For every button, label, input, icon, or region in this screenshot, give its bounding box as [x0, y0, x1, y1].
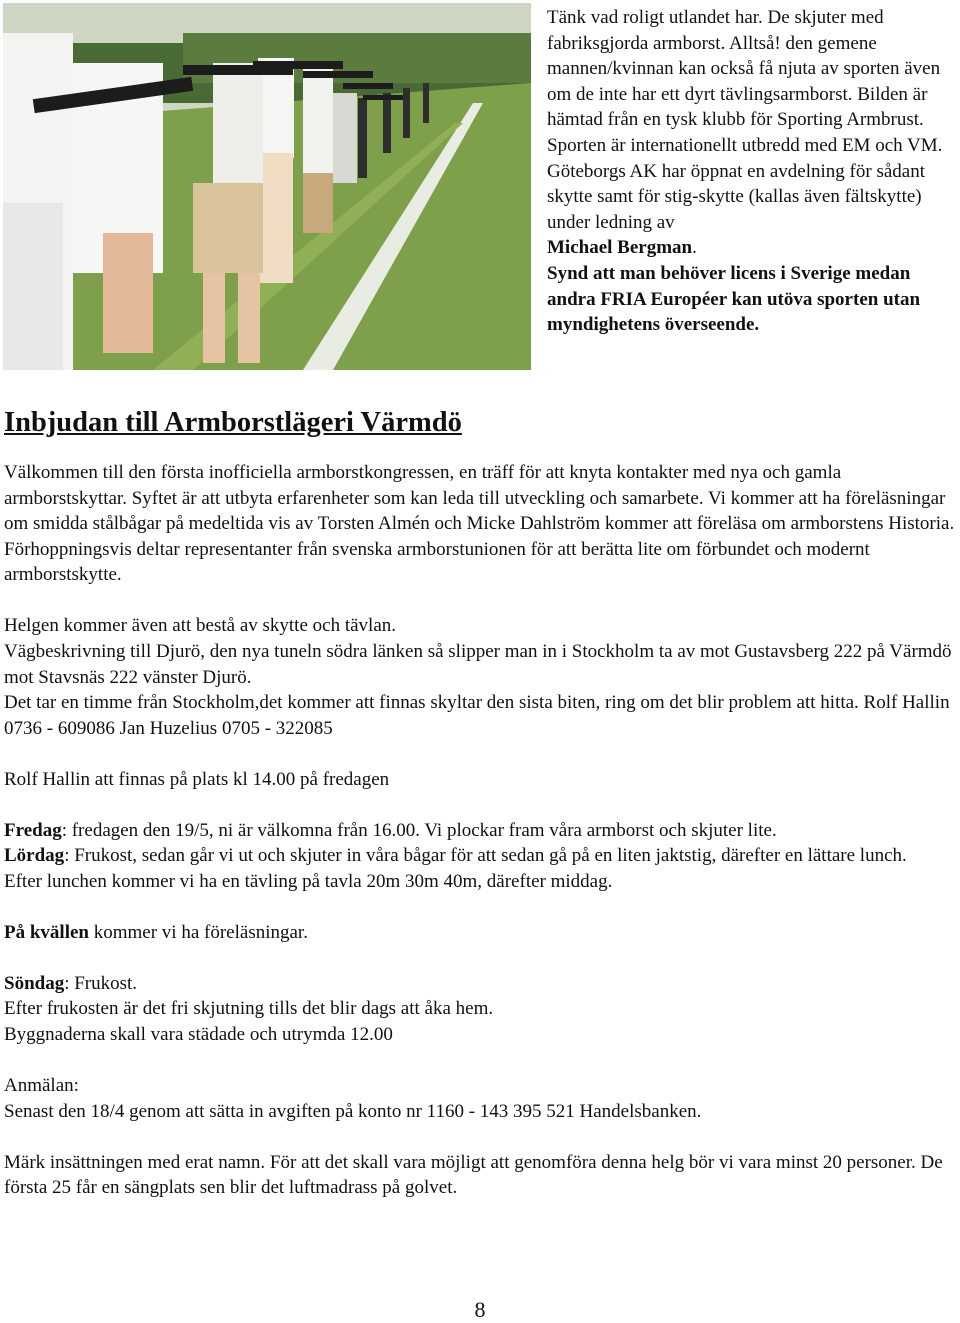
sunday-line [4, 971, 960, 997]
sunday-label: Söndag [4, 972, 65, 994]
page-number: 8 [474, 1297, 486, 1322]
signup-label: Anmälan: [4, 1075, 79, 1097]
caption-license-note: Synd att man behöver licens i Sverige medan andra FRIA Européer kan utöva sporten utan myndighetens överseende. [547, 262, 921, 336]
friday-label: Fredag [4, 819, 62, 841]
caption-name-end: . [692, 237, 697, 259]
caption-paragraph: Tänk vad roligt utlandet har. De skjuter med fabriksgjorda armborst. Alltså! den gemene mannen/kvinnan kan också få njuta av sporten även om de inte har ett dyrt tävlingsarmborst. Bilden är hämtad från en tysk klubb för Sporting Armbrust. Sporten är internationellt utbredd med EM och VM. Göteborgs AK har öppnat en avdelning för sådant skytte samt för stig-skytte (kallas även fältskytte) under ledning av [547, 7, 943, 233]
saturday-text: : Frukost, sedan går vi ut och skjuter in våra bågar för att sedan gå på en liten jaktstig, därefter en lättare lunch. [64, 845, 907, 867]
evening-text: kommer vi ha föreläsningar. [88, 921, 308, 943]
note-paragraph: Märk insättningen med erat namn. För att det skall vara möjligt att genomföra denna helg bör vi vara minst 20 personer. De första 25 får en sängplats sen blir det luftmadrass på golvet. [4, 1151, 943, 1199]
photo-caption [547, 5, 957, 338]
signup-text: Senast den 18/4 genom att sätta in avgiften på konto nr 1160 - 143 395 521 Handelsbanken. [4, 1100, 702, 1122]
caption-name: Michael Bergman [547, 237, 693, 259]
weekend-line: Helgen kommer även att bestå av skytte och tävlan. [4, 615, 397, 637]
evening-label: På kvällen [4, 921, 89, 943]
sunday-after-line: Efter frukosten är det fri skjutning tills det blir dags att åka hem. [4, 998, 494, 1020]
cleanup-line: Byggnaderna skall vara städade och utrymda 12.00 [4, 1024, 393, 1046]
crossbow-shooters-photo [3, 3, 531, 370]
evening-line [4, 920, 960, 946]
saturday-label: Lördag [4, 845, 65, 867]
saturday-after-line: Efter lunchen kommer vi ha en tävling på tavla 20m 30m 40m, därefter middag. [4, 870, 613, 892]
invitation-heading: Inbjudan till Armborstlägeri Värmdö [4, 407, 462, 438]
invitation-body [4, 460, 960, 1201]
saturday-line [4, 843, 960, 869]
directions-paragraph: Vägbeskrivning till Djurö, den nya tuneln södra länken så slipper man in i Stockholm ta av mot Gustavsberg 222 på Värmdö mot Stavsnäs 222 vänster Djurö. [4, 640, 952, 688]
caption-name-line [547, 235, 957, 261]
arrival-line: Rolf Hallin att finnas på plats kl 14.00 på fredagen [4, 768, 390, 790]
intro-paragraph: Välkommen till den första inofficiella armborstkongressen, en träff för att knyta kontakter med nya och gamla armborstskyttar. Syftet är att utbyta erfarenheter som kan leda till utveckling och samarbete. Vi kommer att ha föreläsningar om smidda stålbågar på medeltida vis av Torsten Almén och Micke Dahlström kommer att föreläsa om armborstens Historia. Förhoppningsvis deltar representanter från svenska armborstunionen för att berätta lite om förbundet och modernt armborstskytte. [4, 462, 955, 586]
friday-line [4, 818, 960, 844]
contact-paragraph: Det tar en timme från Stockholm,det kommer att finnas skyltar den sista biten, ring om det blir problem att hitta. Rolf Hallin 0736 - 609086 Jan Huzelius 0705 - 322085 [4, 692, 950, 739]
sunday-text: : Frukost. [64, 972, 138, 994]
friday-text: : fredagen den 19/5, ni är välkomna från 16.00. Vi plockar fram våra armborst och skjuter lite. [61, 819, 777, 841]
